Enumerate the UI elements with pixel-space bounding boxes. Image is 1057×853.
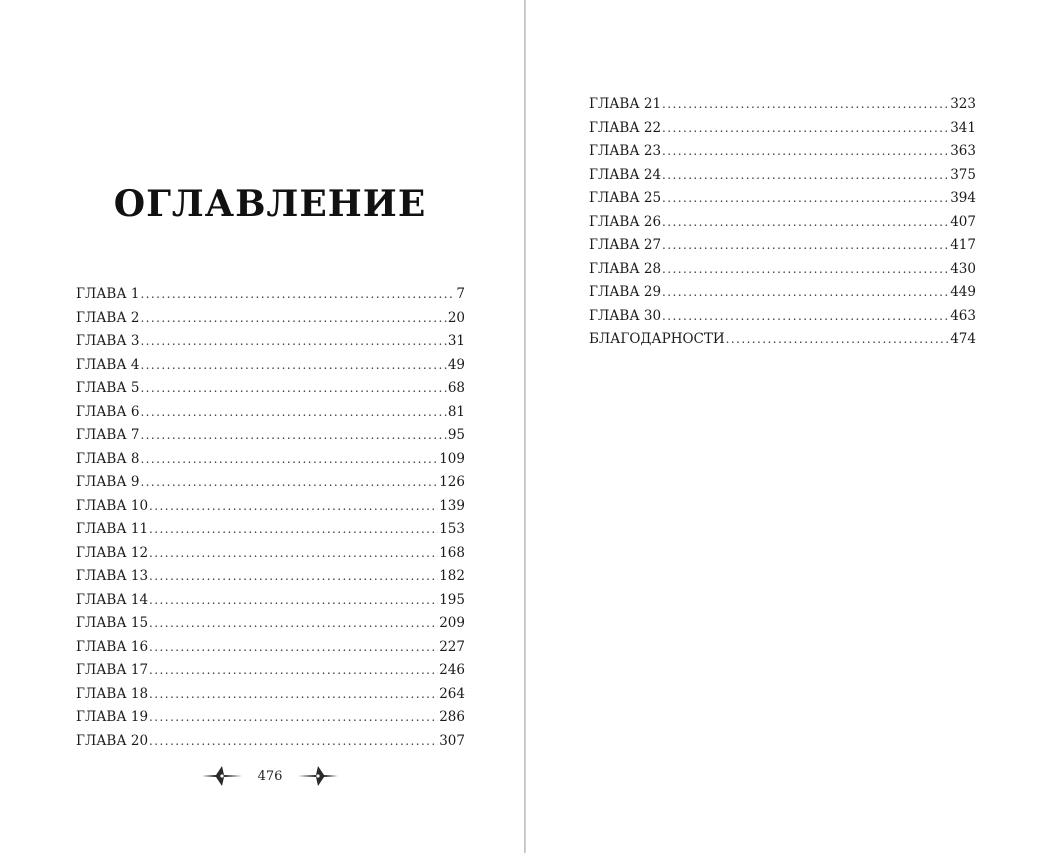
toc-entry xyxy=(589,166,976,190)
toc-entry-label: ГЛАВА 15 xyxy=(76,615,149,631)
toc-entry-label: ГЛАВА 10 xyxy=(76,497,149,514)
toc-entry-label: ГЛАВА 23 xyxy=(589,143,662,159)
toc-entry-page: 363 xyxy=(950,143,976,159)
toc-entry-page: 153 xyxy=(439,521,465,537)
toc-entry-label: ГЛАВА 27 xyxy=(589,237,662,253)
toc-entry xyxy=(589,260,976,284)
toc-entry-page: 182 xyxy=(439,568,465,584)
right-page xyxy=(527,0,1057,853)
toc-entry-page: 20 xyxy=(447,309,465,326)
toc-leader-dots xyxy=(662,307,949,325)
toc-leader-dots xyxy=(662,95,949,113)
toc-entry xyxy=(76,544,465,568)
toc-leader-dots xyxy=(149,544,438,562)
toc-entry-label: ГЛАВА 8 xyxy=(76,450,140,467)
toc-entry-label: ГЛАВА 13 xyxy=(76,568,149,584)
toc-entry-page: 375 xyxy=(950,166,976,183)
toc-list-left xyxy=(76,285,465,755)
page-folio xyxy=(195,764,345,788)
toc-entry xyxy=(589,213,976,237)
toc-entry xyxy=(76,685,465,709)
toc-leader-dots xyxy=(149,614,438,632)
toc-entry-page: 227 xyxy=(439,638,465,655)
toc-entry-page: 264 xyxy=(439,685,465,702)
toc-entry-label: ГЛАВА 6 xyxy=(76,403,140,420)
toc-entry xyxy=(76,473,465,497)
toc-entry-label: ГЛАВА 20 xyxy=(76,732,149,749)
toc-entry-page: 394 xyxy=(950,190,976,206)
toc-entry-page: 49 xyxy=(447,356,465,373)
toc-leader-dots xyxy=(662,166,949,184)
toc-entry xyxy=(589,95,976,119)
toc-entry-label: ГЛАВА 14 xyxy=(76,591,149,608)
toc-leader-dots xyxy=(149,685,438,703)
toc-entry-label: ГЛАВА 22 xyxy=(589,119,662,136)
left-page xyxy=(0,0,525,853)
toc-entry-label: ГЛАВА 7 xyxy=(76,427,140,443)
toc-entry-label: ГЛАВА 3 xyxy=(76,333,140,349)
toc-entry-page: 246 xyxy=(439,662,465,678)
toc-entry-page: 168 xyxy=(439,544,465,561)
toc-entry-label: ГЛАВА 16 xyxy=(76,638,149,655)
toc-leader-dots xyxy=(149,567,438,585)
toc-entry-label: ГЛАВА 25 xyxy=(589,190,662,206)
star-flourish-icon xyxy=(296,764,340,788)
toc-entry xyxy=(589,283,976,307)
toc-entry-page: 417 xyxy=(950,237,976,253)
toc-entry-page: 341 xyxy=(950,119,976,136)
toc-entry-page: 195 xyxy=(439,591,465,608)
toc-entry-page: 139 xyxy=(439,497,465,514)
toc-entry xyxy=(76,450,465,474)
toc-entry-page: 109 xyxy=(439,450,465,467)
toc-leader-dots xyxy=(662,260,949,278)
toc-leader-dots xyxy=(140,450,438,468)
toc-leader-dots xyxy=(662,142,949,160)
toc-leader-dots xyxy=(149,661,438,679)
toc-entry-label: ГЛАВА 24 xyxy=(589,166,662,183)
toc-entry-page: 449 xyxy=(950,284,976,300)
toc-entry-page: 7 xyxy=(456,286,465,302)
toc-entry-label: ГЛАВА 18 xyxy=(76,685,149,702)
toc-entry xyxy=(589,236,976,260)
toc-entry-label: ГЛАВА 4 xyxy=(76,356,140,373)
toc-entry-page: 407 xyxy=(950,213,976,230)
toc-entry xyxy=(76,403,465,427)
toc-entry-label: ГЛАВА 12 xyxy=(76,544,149,561)
star-flourish-icon xyxy=(200,764,244,788)
toc-entry xyxy=(76,379,465,403)
toc-entry xyxy=(76,708,465,732)
toc-entry-page: 286 xyxy=(439,709,465,725)
toc-entry xyxy=(76,285,465,309)
toc-entry-page: 430 xyxy=(950,260,976,277)
toc-leader-dots xyxy=(140,356,446,374)
toc-entry xyxy=(589,142,976,166)
toc-entry-label: ГЛАВА 29 xyxy=(589,284,662,300)
toc-entry-label: БЛАГОДАРНОСТИ xyxy=(589,331,725,347)
toc-leader-dots xyxy=(662,283,949,301)
page-title: ОГЛАВЛЕНИЕ xyxy=(113,183,427,225)
toc-entry-label: ГЛАВА 2 xyxy=(76,309,140,326)
toc-entry-page: 307 xyxy=(439,732,465,749)
toc-leader-dots xyxy=(140,473,438,491)
toc-leader-dots xyxy=(662,189,949,207)
toc-entry xyxy=(76,614,465,638)
toc-leader-dots xyxy=(726,330,950,348)
toc-entry xyxy=(589,307,976,331)
toc-leader-dots xyxy=(149,591,438,609)
toc-leader-dots xyxy=(140,332,446,350)
toc-entry-label: ГЛАВА 11 xyxy=(76,521,149,537)
toc-leader-dots xyxy=(149,708,438,726)
toc-leader-dots xyxy=(140,309,446,327)
toc-leader-dots xyxy=(149,732,438,750)
toc-entry xyxy=(589,330,976,354)
toc-entry-page: 463 xyxy=(950,307,976,324)
toc-entry xyxy=(76,520,465,544)
toc-leader-dots xyxy=(149,638,438,656)
toc-entry xyxy=(76,426,465,450)
toc-entry xyxy=(76,332,465,356)
toc-entry-page: 126 xyxy=(439,474,465,490)
toc-entry-label: ГЛАВА 1 xyxy=(76,286,140,302)
toc-leader-dots xyxy=(149,520,438,538)
toc-entry xyxy=(589,119,976,143)
toc-leader-dots xyxy=(140,403,446,421)
toc-entry-page: 474 xyxy=(950,331,976,347)
toc-entry xyxy=(76,661,465,685)
toc-entry-label: ГЛАВА 19 xyxy=(76,709,149,725)
toc-entry-label: ГЛАВА 26 xyxy=(589,213,662,230)
toc-leader-dots xyxy=(140,426,446,444)
toc-leader-dots xyxy=(140,285,455,303)
toc-entry xyxy=(76,309,465,333)
toc-entry xyxy=(589,189,976,213)
toc-leader-dots xyxy=(662,119,949,137)
toc-leader-dots xyxy=(662,236,949,254)
toc-entry xyxy=(76,638,465,662)
toc-entry-page: 31 xyxy=(447,333,465,349)
toc-entry xyxy=(76,567,465,591)
toc-entry-page: 95 xyxy=(447,427,465,443)
toc-entry xyxy=(76,591,465,615)
toc-leader-dots xyxy=(140,379,446,397)
toc-entry-label: ГЛАВА 9 xyxy=(76,474,140,490)
page-number: 476 xyxy=(257,768,283,784)
toc-list-right xyxy=(589,95,976,354)
toc-entry xyxy=(76,497,465,521)
toc-entry-label: ГЛАВА 5 xyxy=(76,380,140,396)
toc-entry-label: ГЛАВА 21 xyxy=(589,96,662,112)
book-gutter xyxy=(524,0,526,853)
toc-entry-page: 323 xyxy=(950,96,976,112)
toc-entry-page: 209 xyxy=(439,615,465,631)
toc-entry xyxy=(76,732,465,756)
toc-leader-dots xyxy=(662,213,949,231)
toc-entry-label: ГЛАВА 30 xyxy=(589,307,662,324)
toc-entry-page: 68 xyxy=(447,380,465,396)
toc-leader-dots xyxy=(149,497,438,515)
toc-entry-label: ГЛАВА 17 xyxy=(76,662,149,678)
toc-entry-label: ГЛАВА 28 xyxy=(589,260,662,277)
toc-entry xyxy=(76,356,465,380)
toc-entry-page: 81 xyxy=(447,403,465,420)
